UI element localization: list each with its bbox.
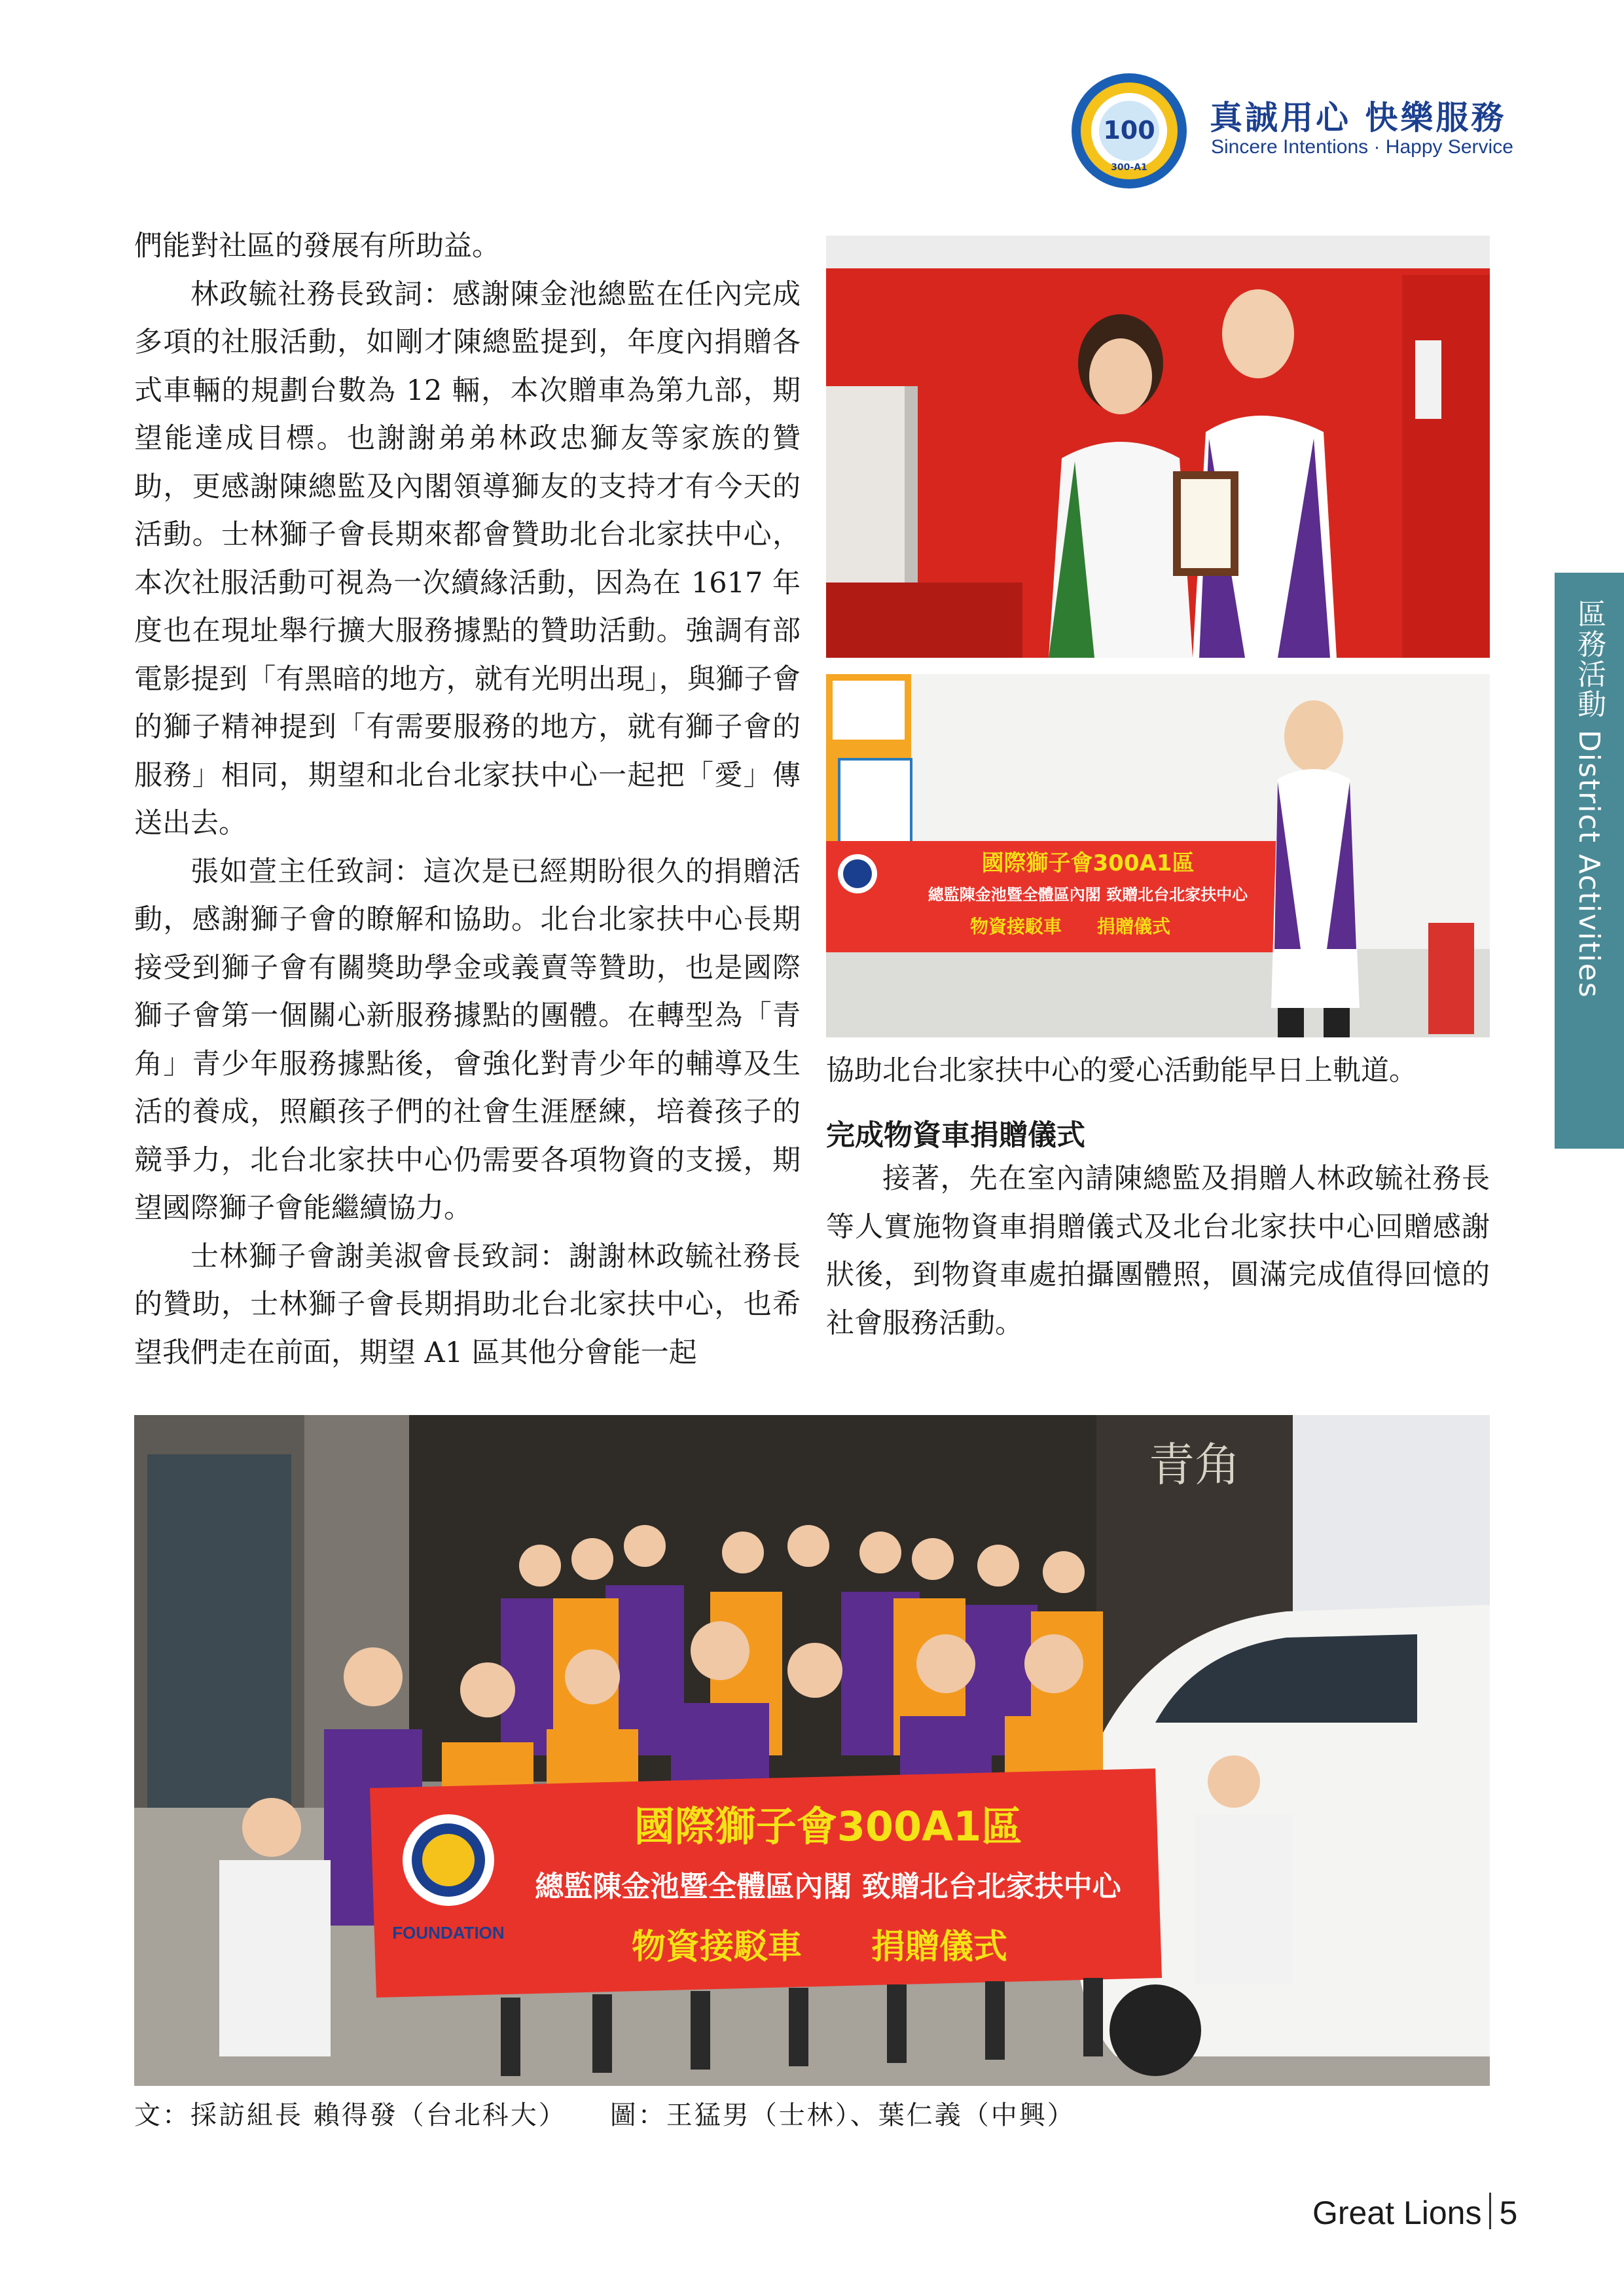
footer-divider bbox=[1489, 2193, 1491, 2229]
photo-group-donation-vehicle bbox=[134, 1415, 1490, 2086]
paragraph-4: 士林獅子會謝美淑會長致詞：謝謝林政毓社務長的贊助，士林獅子會長期捐助北台北家扶中心，也希望我們走在前面，期望 A1 區其他分會能一起 bbox=[134, 1240, 801, 1369]
right-paragraph-1: 協助北台北家扶中心的愛心活動能早日上軌道。 bbox=[826, 1054, 1417, 1087]
right-paragraph-2: 接著，先在室內請陳總監及捐贈人林政毓社務長等人實施物資車捐贈儀式及北台北家扶中心回贈感謝狀後，到物資車處拍攝團體照，圓滿完成值得回憶的社會服務活動。 bbox=[826, 1162, 1490, 1340]
svg-text:捐贈儀式: 捐贈儀式 bbox=[871, 1928, 1008, 1967]
paragraph-1: 們能對社區的發展有所助益。 bbox=[134, 230, 500, 262]
side-tab-label: 區務活動 District Activities bbox=[1572, 599, 1606, 999]
svg-text:國際獅子會300A1區: 國際獅子會300A1區 bbox=[634, 1803, 1022, 1850]
right-column-bottom-text bbox=[826, 1155, 1490, 1348]
left-column-text bbox=[134, 223, 801, 1377]
slogan-chinese: 真誠用心 快樂服務 bbox=[1210, 99, 1507, 137]
photo-credit-caption: 文：採訪組長 賴得發（台北科大） 圖：王猛男（士林）、葉仁義（中興） bbox=[134, 2100, 1075, 2130]
svg-text:FOUNDATION: FOUNDATION bbox=[392, 1923, 505, 1943]
svg-text:國際獅子會300A1區: 國際獅子會300A1區 bbox=[981, 850, 1195, 876]
page-footer bbox=[1312, 2193, 1517, 2232]
photo-certificate-presentation bbox=[826, 236, 1490, 658]
section-side-tab bbox=[1555, 573, 1624, 1149]
svg-text:總監陳金池暨全體區內閣 致贈北台北家扶中心: 總監陳金池暨全體區內閣 致贈北台北家扶中心 bbox=[928, 886, 1248, 904]
page-number: 5 bbox=[1499, 2195, 1518, 2231]
section-title: 完成物資車捐贈儀式 bbox=[826, 1119, 1085, 1152]
magazine-brand: Great Lions bbox=[1312, 2195, 1482, 2231]
paragraph-3: 張如萱主任致詞：這次是已經期盼很久的捐贈活動，感謝獅子會的瞭解和協助。北台北家扶中心長期接受到獅子會有關獎助學金或義賣等贊助，也是國際獅子會第一個關心新服務據點的團體。在轉型為「青角」青少年服務據點後，會強化對青少年的輔導及生活的養成，照顧孩子們的社會生涯歷練，培養孩子的競爭力，北台北家扶中心仍需要各項物資的支援，期望國際獅子會能繼續協力。 bbox=[134, 855, 801, 1225]
svg-text:100: 100 bbox=[1103, 116, 1155, 145]
svg-text:總監陳金池暨全體區內閣 致贈北台北家扶中心: 總監陳金池暨全體區內閣 致贈北台北家扶中心 bbox=[535, 1870, 1121, 1903]
svg-text:物資接駁車: 物資接駁車 bbox=[969, 916, 1062, 937]
svg-text:物資接駁車: 物資接駁車 bbox=[631, 1928, 803, 1967]
svg-text:300-A1: 300-A1 bbox=[1111, 162, 1147, 173]
slogan-english: Sincere Intentions · Happy Service bbox=[1211, 136, 1513, 158]
photo-speaker-banner bbox=[826, 674, 1490, 1037]
paragraph-2: 林政毓社務長致詞：感謝陳金池總監在任內完成多項的社服活動，如剛才陳總監提到，年度內捐贈各式車輛的規劃台數為 12 輛，本次贈車為第九部，期望能達成目標。也謝謝弟弟林政忠獅友等家族的贊助，更感謝陳總監及內閣領導獅友的支持才有今天的活動。士林獅子會長期來都會贊助北台北家扶中心，本次社服活動可視為一次續緣活動，因為在 1617 年度也在現址舉行擴大服務據點的贊助活動。強調有部電影提到「有黑暗的地方，就有光明出現」，與獅子會的獅子精神提到「有需要服務的地方，就有獅子會的服務」相同，期望和北台北家扶中心一起把「愛」傳送出去。 bbox=[134, 278, 801, 840]
svg-text:青角: 青角 bbox=[1149, 1438, 1240, 1492]
right-column-top-text bbox=[826, 1047, 1490, 1096]
lions-centennial-logo bbox=[1070, 72, 1188, 190]
svg-text:捐贈儀式: 捐贈儀式 bbox=[1096, 916, 1171, 937]
